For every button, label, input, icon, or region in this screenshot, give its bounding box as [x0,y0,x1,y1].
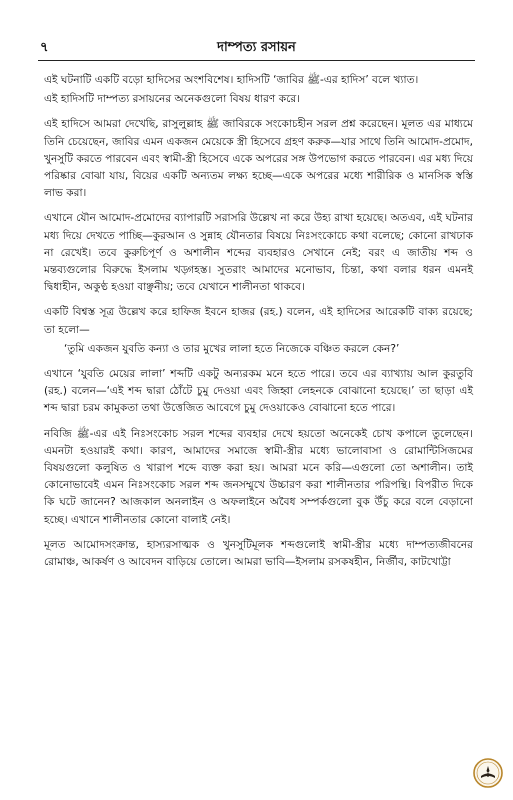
paragraph: মূলত আমোদসংক্রান্ত, হাস্যরসাত্মক ও খুনসুটিমূলক শব্দগুলোই স্বামী-স্ত্রীর মধ্যে দাম্পত্যজীবনের রোমাঞ্চ, আকর্ষণ ও আবেদন বাড়িয়ে তোলে। আমরা ভাবি—ইসলাম রসকষহীন, নির্জীব, কাটখোট্টা [44,538,473,569]
running-title: দাম্পত্য রসায়ন [217,40,296,55]
publisher-logo-icon [473,758,503,788]
paragraph: এই ঘটনাটি একটি বড়ো হাদিসের অংশবিশেষ। হাদিসটি ‘জাবির ﷺ-এর হাদিস’ বলে খ্যাত। [44,74,419,86]
paragraph: এই হাদিসটি দাম্পত্য রসায়নের অনেকগুলো বিষয় ধারণ করে। [44,93,300,106]
paragraph: এই হাদিসে আমরা দেখেছি, রাসুলুল্লাহ ﷺ জাবিরকে সংকোচহীন সরল প্রশ্ন করেছেন। মূলত এর মাধ্যমে তিনি চেয়েছেন, জাবির এমন একজন মেয়েকে স্ত্রী হিসেবে গ্রহণ করুক—যার সাথে তিনি আমোদ-প্রমোদ, খুনসুটি করতে পারবেন এবং স্বামী-স্ত্রী হিসেবে একে অপরের সঙ্গ উপভোগ করতে পারবেন। এর মধ্য দিয়ে পরিষ্কার বোঝা যায়, বিয়ের একটি অন্যতম লক্ষ্য হচ্ছে—একে অপরের মধ্যে শারীরিক ও মানসিক স্বস্তি লাভ করা। [44,118,473,200]
page-number: ৭ [40,40,49,55]
page-header [0,0,513,56]
paragraph: একটি বিশ্বস্ত সূত্র উল্লেখ করে হাফিজ ইবনে হাজর (রহ.) বলেন, এই হাদিসের আরেকটি বাক্য রয়েছে; তা হলো— [44,306,473,336]
paragraph: এখানে যৌন আমোদ-প্রমোদের ব্যাপারটি সরাসরি উল্লেখ না করে উহ্য রাখা হয়েছে। অতএব, এই ঘটনার মধ্য দিয়ে দেখতে পাচ্ছি—কুরআন ও সুন্নাহ যৌনতার বিষয়ে নিঃসংকোচে কথা বলেছে; কোনো রাখঢাক না রেখেই। তবে কুরুচিপূর্ণ ও অশালীন শব্দের ব্যবহারও সেখানে নেই; বরং এ জাতীয় শব্দ ও মন্তব্যগুলোর বিরুদ্ধে ইসলাম খড়্গহস্ত। সুতরাং আমাদের মনোভাব, চিন্তা, কথা বলার ধরন এমনই দ্বিধাহীন, অকুণ্ঠ হওয়া বাঞ্ছনীয়; তবে যেখানে শালীনতা থাকবে। [44,212,473,294]
paragraph: এখানে ‘যুবতি মেয়ের লালা’ শব্দটি একটু অন্যরকম মনে হতে পারে। তবে এর ব্যাখ্যায় আল কুরতুবি (রহ.) বলেন—‘এই শব্দ দ্বারা ঠোঁটে চুমু দেওয়া এবং জিহ্বা লেহনকে বোঝানো হয়েছে।’ তা ছাড়া এই শব্দ দ্বারা চরম কামুকতা তথা উত্তেজিত আবেগে চুমু দেওয়াকেও বোঝানো হতে পারে। [44,368,473,415]
body-text [44,72,473,579]
paragraph: নবিজি ﷺ-এর এই নিঃসংকোচ সরল শব্দের ব্যবহার দেখে হয়তো অনেকেই চোখ কপালে তুলেছেন। এমনটা হওয়ারই কথা। কারণ, আমাদের সমাজে স্বামী-স্ত্রীর মধ্যে ভালোবাসা ও রোমান্টিসিজমের বিষয়গুলো কলুষিত ও খারাপ শব্দে ব্যক্ত করা হয়। আমরা মনে করি—এগুলো তো অশালীন। তাই কোনোভাবেই এমন নিঃসংকোচ সরল শব্দ জনসম্মুখে উচ্চারণ করা শালীনতার পরিপন্থি। বিপরীত দিকে কি ঘটে জানেন? আজকাল অনলাইন ও অফলাইনে অবৈধ সম্পর্কগুলো বুক উঁচু করে বলে বেড়ানো হচ্ছে। এখানে শালীনতার কোনো বালাই নেই। [44,427,473,526]
block-quote: ‘তুমি একজন যুবতি কন্যা ও তার মুখের লালা হতে নিজেকে বঞ্চিত করলে কেন?’ [64,342,400,355]
header-rule [38,60,475,61]
